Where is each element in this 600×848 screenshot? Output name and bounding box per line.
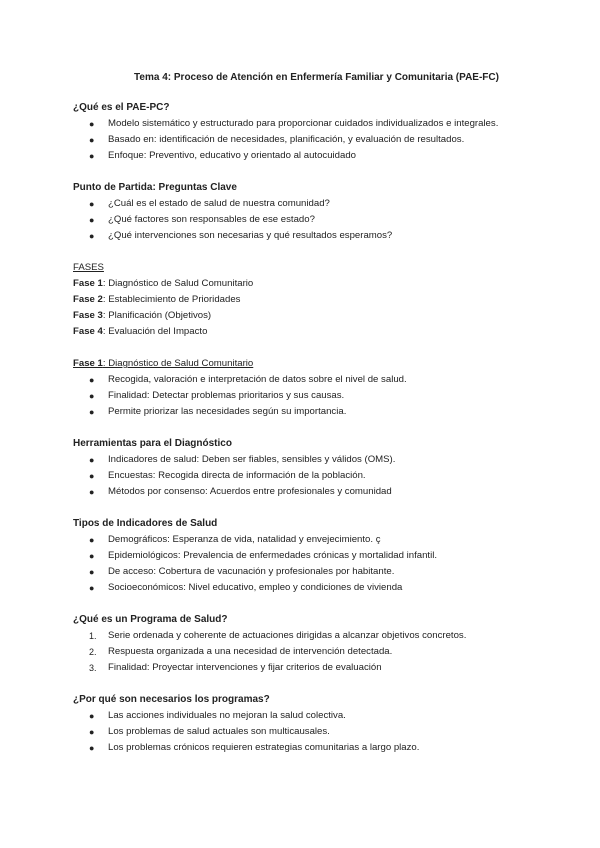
list-item: ● Las acciones individuales no mejoran la salud colectiva. [73,708,560,724]
bullet-list [73,708,560,756]
heading-por-que: ¿Por qué son necesarios los programas? [73,694,270,705]
bullet-icon: ● [89,455,95,465]
fase-row: Fase 1: Diagnóstico de Salud Comunitario [73,278,254,289]
document-title: Tema 4: Proceso de Atención en Enfermería Familiar y Comunitaria (PAE-FC) [134,72,499,83]
section-herramientas [73,436,560,500]
bullet-icon: ● [89,567,95,577]
bullet-icon: ● [89,391,95,401]
heading-programa: ¿Qué es un Programa de Salud? [73,614,228,625]
list-item: ● Métodos por consenso: Acuerdos entre profesionales y comunidad [73,484,560,500]
heading-herramientas: Herramientas para el Diagnóstico [73,438,232,449]
list-item: ● Indicadores de salud: Deben ser fiables, sensibles y válidos (OMS). [73,452,560,468]
list-item: ● De acceso: Cobertura de vacunación y profesionales por habitante. [73,564,560,580]
numbered-list [73,628,560,676]
bullet-icon: ● [89,743,95,753]
bullet-icon: ● [89,375,95,385]
bullet-icon: ● [89,119,95,129]
list-item: 2. Respuesta organizada a una necesidad de intervención detectada. [73,644,560,660]
section-programa [73,612,560,676]
list-item: ● ¿Qué factores son responsables de ese estado? [73,212,560,228]
section-que-es [73,100,560,164]
fases-label: FASES [73,262,104,273]
list-item: ● Demográficos: Esperanza de vida, natalidad y envejecimiento. ç [73,532,560,548]
fase-row: Fase 4: Evaluación del Impacto [73,326,208,337]
list-item: ● Modelo sistemático y estructurado para proporcionar cuidados individualizados e integrales. [73,116,560,132]
list-item: ● ¿Qué intervenciones son necesarias y qué resultados esperamos? [73,228,560,244]
section-por-que [73,692,560,756]
heading-punto-partida: Punto de Partida: Preguntas Clave [73,182,237,193]
fase-row: Fase 3: Planificación (Objetivos) [73,310,212,321]
bullet-icon: ● [89,135,95,145]
list-item: 1. Serie ordenada y coherente de actuaciones dirigidas a alcanzar objetivos concretos. [73,628,560,644]
list-number: 1. [89,631,97,641]
list-item: ● Encuestas: Recogida directa de información de la población. [73,468,560,484]
bullet-icon: ● [89,727,95,737]
bullet-list [73,532,560,596]
bullet-icon: ● [89,551,95,561]
section-punto-partida [73,180,560,244]
bullet-icon: ● [89,471,95,481]
bullet-list [73,372,560,420]
list-item: ● Los problemas de salud actuales son multicausales. [73,724,560,740]
list-item: ● Finalidad: Detectar problemas prioritarios y sus causas. [73,388,560,404]
heading-fase1: Fase 1: Diagnóstico de Salud Comunitario [73,358,254,369]
list-item: ● Enfoque: Preventivo, educativo y orientado al autocuidado [73,148,560,164]
section-fase1 [73,356,560,420]
heading-tipos: Tipos de Indicadores de Salud [73,518,218,529]
list-item: ● Recogida, valoración e interpretación de datos sobre el nivel de salud. [73,372,560,388]
list-item: ● Los problemas crónicos requieren estrategias comunitarias a largo plazo. [73,740,560,756]
bullet-list [73,116,560,164]
bullet-icon: ● [89,711,95,721]
list-number: 2. [89,647,97,657]
bullet-list [73,452,560,500]
list-number: 3. [89,663,97,673]
section-tipos [73,516,560,596]
list-item: ● Epidemiológicos: Prevalencia de enfermedades crónicas y mortalidad infantil. [73,548,560,564]
bullet-icon: ● [89,535,95,545]
list-item: ● Basado en: identificación de necesidades, planificación, y evaluación de resultados. [73,132,560,148]
bullet-icon: ● [89,199,95,209]
bullet-icon: ● [89,407,95,417]
list-item: ● ¿Cuál es el estado de salud de nuestra comunidad? [73,196,560,212]
section-fases [73,260,560,340]
bullet-icon: ● [89,231,95,241]
bullet-list [73,196,560,244]
bullet-icon: ● [89,487,95,497]
list-item: 3. Finalidad: Proyectar intervenciones y fijar criterios de evaluación [73,660,560,676]
list-item: ● Socioeconómicos: Nivel educativo, empleo y condiciones de vivienda [73,580,560,596]
heading-que-es: ¿Qué es el PAE-PC? [73,102,170,113]
bullet-icon: ● [89,215,95,225]
bullet-icon: ● [89,151,95,161]
bullet-icon: ● [89,583,95,593]
list-item: ● Permite priorizar las necesidades según su importancia. [73,404,560,420]
fase-row: Fase 2: Establecimiento de Prioridades [73,294,241,305]
